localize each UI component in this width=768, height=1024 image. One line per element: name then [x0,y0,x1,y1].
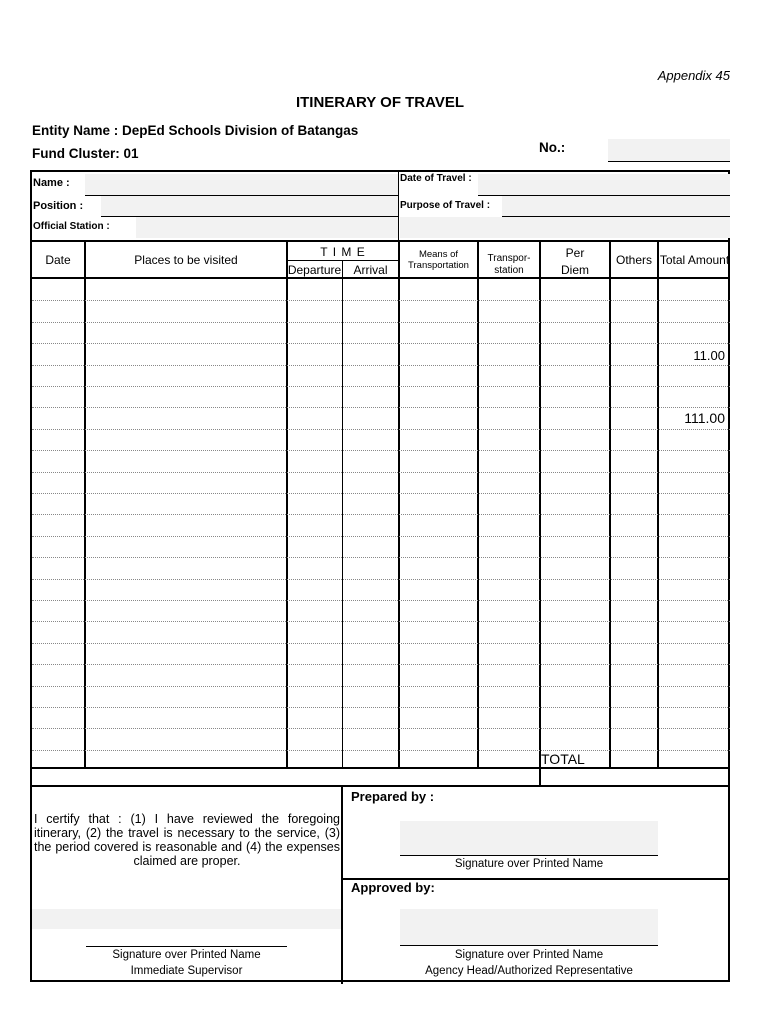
col-header-means-line2: Transportation [408,260,469,271]
fund-cluster: Fund Cluster: 01 [32,146,139,161]
col-header-time: T I M E [320,245,366,259]
row-separator [32,514,730,515]
amount-row-7: 111.00 [684,410,725,426]
row-separator [32,386,730,387]
row-separator [32,429,730,430]
row-separator [32,557,730,558]
prepared-signature-field[interactable] [400,821,658,856]
official-station-label: Official Station : [33,221,110,232]
prepared-signature-caption: Signature over Printed Name [454,858,604,870]
col-header-date: Date [45,253,71,267]
col-header-transpo-line1: Transpor- [487,253,531,264]
col-header-transpo-line2: station [494,265,524,276]
form-title: ITINERARY OF TRAVEL [295,94,465,111]
name-label: Name : [33,177,70,189]
row-separator [32,579,730,580]
row-separator [32,643,730,644]
col-header-departure: Departure [287,263,342,277]
blank-row-bottom [32,785,730,787]
col-header-perdiem-line1: Per [565,246,585,260]
footer-divider [341,786,343,984]
itinerary-form [30,170,730,982]
entity-name: Entity Name : DepEd Schools Division of Batangas [32,123,359,138]
supervisor-signature-line [86,946,287,947]
supervisor-role: Immediate Supervisor [130,965,243,977]
prepared-by-label: Prepared by : [351,789,435,804]
col-header-places: Places to be visited [134,253,238,267]
row-separator [32,407,730,408]
row-separator [32,536,730,537]
col-header-means-line1: Means of [418,249,459,260]
amount-row-4: 11.00 [693,348,725,363]
approved-signature-field[interactable] [400,909,658,946]
appendix-label: Appendix 45 [657,68,730,83]
row-separator [32,450,730,451]
supervisor-signature-caption: Signature over Printed Name [112,949,261,961]
col-header-perdiem-line2: Diem [560,263,589,277]
row-separator [32,365,730,366]
row-separator [32,750,730,751]
row-separator [32,472,730,473]
row-separator [32,664,730,665]
col-header-total: Total Amount [659,253,730,267]
position-label: Position : [33,200,84,212]
col-header-arrival: Arrival [353,263,388,277]
total-label: TOTAL [541,751,585,767]
row-separator [32,707,730,708]
row-separator [32,600,730,601]
table-bottom-border [32,767,730,769]
approved-by-label: Approved by: [351,880,435,895]
number-field[interactable] [608,139,730,162]
row-separator [32,300,730,301]
row-separator [32,621,730,622]
row-separator [32,728,730,729]
col-header-others: Others [615,253,652,267]
certification-text: I certify that : (1) I have reviewed the foregoing itinerary, (2) the travel is necessary to the service, (3) the period covered is reasonable and (4) the expenses claimed are proper. [34,812,340,868]
date-of-travel-label: Date of Travel : [400,173,472,184]
approved-role: Agency Head/Authorized Representative [425,965,633,977]
number-label: No.: [539,140,566,155]
purpose-label: Purpose of Travel : [400,200,491,211]
supervisor-signature-fill[interactable] [32,909,341,929]
table-rows [32,172,730,768]
row-separator [32,322,730,323]
row-separator [32,343,730,344]
row-separator [32,493,730,494]
approved-signature-caption: Signature over Printed Name [454,949,604,961]
row-separator [32,686,730,687]
